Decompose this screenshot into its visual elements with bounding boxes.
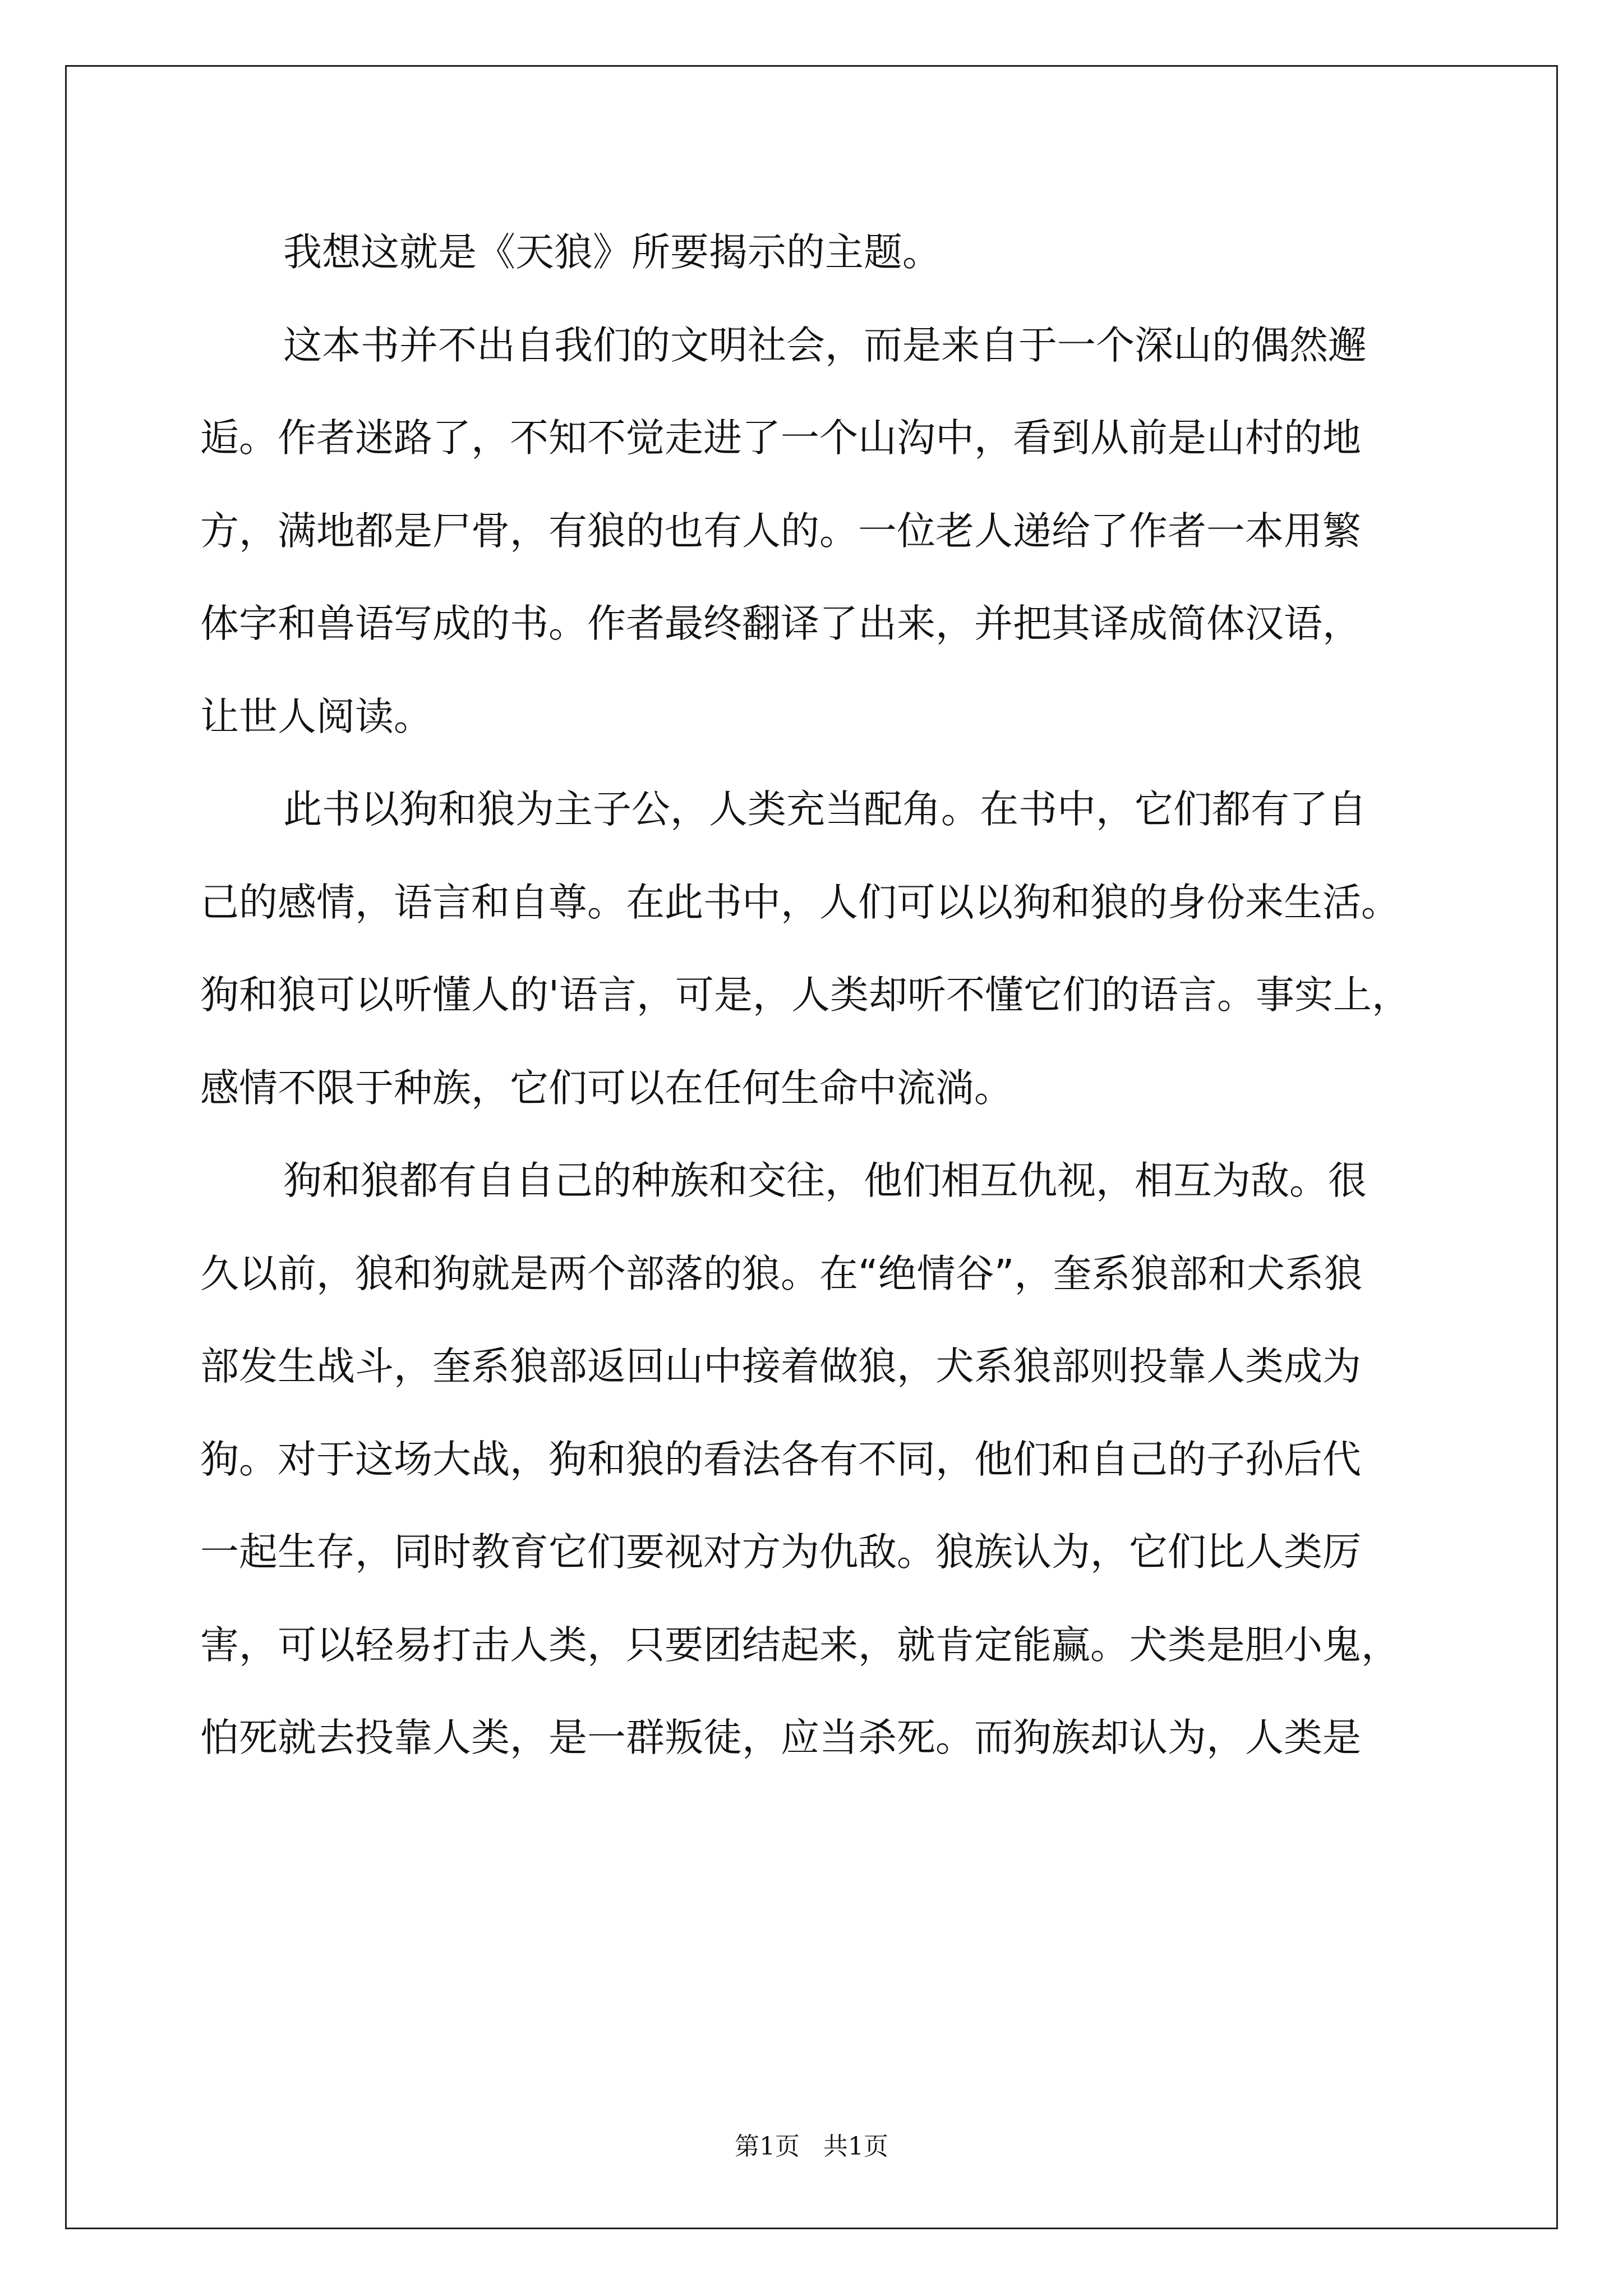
text-line: 让世人阅读。 xyxy=(200,694,432,739)
text-line: 方，满地都是尸骨，有狼的也有人的。一位老人递给了作者一本用繁 xyxy=(200,508,1361,554)
text-line: 怕死就去投靠人类，是一群叛徒，应当杀死。而狗族却认为，人类是 xyxy=(200,1715,1361,1760)
text-line: 己的感情，语言和自尊。在此书中，人们可以以狗和狼的身份来生活。 xyxy=(200,880,1400,925)
page-footer: 第1页 共1页 xyxy=(735,2132,888,2161)
text-line: 体字和兽语写成的书。作者最终翻译了出来，并把其译成简体汉语， xyxy=(200,601,1361,646)
text-line: 狗和狼可以听懂人的'语言，可是，人类却听不懂它们的语言。事实上， xyxy=(200,973,1410,1018)
text-line: 此书以狗和狼为主子公，人类充当配角。在书中，它们都有了自 xyxy=(283,787,1367,832)
text-line: 狗。对于这场大战，狗和狼的看法各有不同，他们和自己的子孙后代 xyxy=(200,1437,1361,1482)
text-line: 这本书并不出自我们的文明社会，而是来自于一个深山的偶然邂 xyxy=(283,323,1367,368)
text-line: 感情不限于种族，它们可以在任何生命中流淌。 xyxy=(200,1065,1013,1111)
text-line: 部发生战斗，奎系狼部返回山中接着做狼，犬系狼部则投靠人类成为 xyxy=(200,1344,1361,1389)
document-body xyxy=(200,206,1434,1785)
text-line: 久以前，狼和狗就是两个部落的狼。在“绝情谷”，奎系狼部和犬系狼 xyxy=(200,1251,1363,1296)
text-line: 一起生存，同时教育它们要视对方为仇敌。狼族认为，它们比人类厉 xyxy=(200,1530,1361,1575)
text-line: 我想这就是《天狼》所要揭示的主题。 xyxy=(283,230,941,275)
text-line: 害，可以轻易打击人类，只要团结起来，就肯定能赢。犬类是胆小鬼， xyxy=(200,1622,1400,1668)
text-line: 狗和狼都有自自己的种族和交往，他们相互仇视，相互为敌。很 xyxy=(283,1158,1367,1203)
text-line: 逅。作者迷路了，不知不觉走进了一个山沟中，看到从前是山村的地 xyxy=(200,416,1361,461)
